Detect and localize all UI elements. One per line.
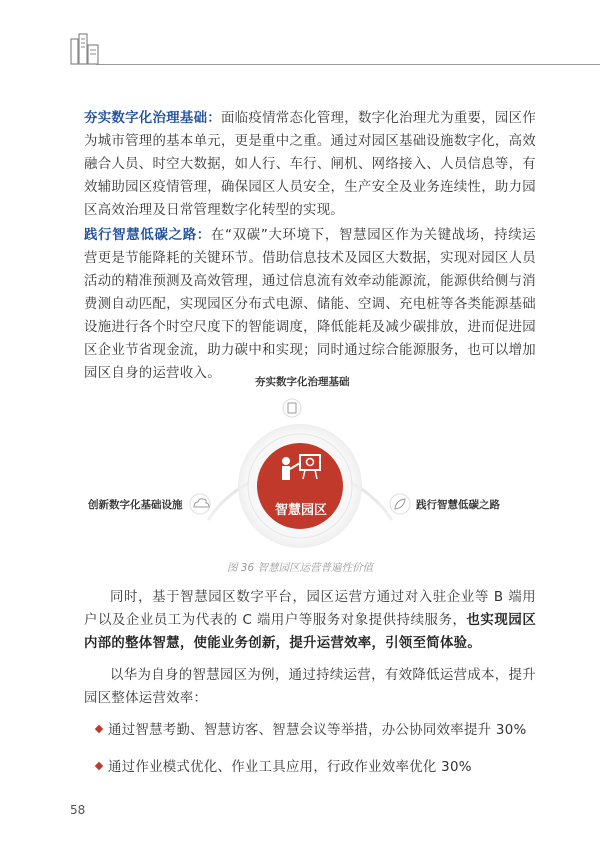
diagram-right-label: 践行智慧低碳之路 bbox=[416, 499, 500, 511]
diamond-bullet-icon bbox=[95, 762, 103, 770]
paragraph-body: 以华为自身的智慧园区为例，通过持续运营，有效降低运营成本，提升园区整体运营效率： bbox=[84, 668, 536, 706]
header-rule bbox=[96, 64, 600, 65]
paragraph-body: 面临疫情常态化管理，数字化治理尤为重要，园区作为城市管理的基本单元，更是重中之重。通过对园区基础设施数字化，高效融合人员、时空大数据，如人行、车行、闸机、网络接入、人员信息等，有效辅助园区疫情管理，确保园区人员安全，生产安全及业务连续性，助力园区高效治理及日常管理数字化转型的实现。 bbox=[84, 111, 537, 218]
building-icon bbox=[70, 33, 100, 65]
paragraph-lead: 夯实数字化治理基础： bbox=[84, 111, 221, 126]
figure-caption: 图 36 智慧园区运营普遍性价值 bbox=[226, 562, 374, 574]
paragraph-lead: 践行智慧低碳之路： bbox=[84, 228, 211, 243]
leaf-icon bbox=[390, 494, 410, 514]
bullet-text: 通过作业模式优化、作业工具应用，行政作业效率优化 30% bbox=[108, 760, 472, 775]
cloud-icon bbox=[190, 494, 210, 514]
diagram-center-label: 智慧园区 bbox=[274, 503, 327, 518]
paragraph-huawei-example bbox=[84, 664, 536, 710]
bullet-text: 通过智慧考勤、智慧访客、智慧会议等举措，办公协同效率提升 30% bbox=[108, 723, 527, 738]
document-icon bbox=[283, 399, 301, 417]
paragraph-digital-governance bbox=[84, 107, 536, 222]
paragraph-platform bbox=[84, 586, 536, 655]
paragraph-body: 在“双碳”大环境下，智慧园区作为关键战场，持续运营更是节能降耗的关键环节。借助信息技术及园区大数据，实现对园区人员活动的精准预测及高效管理，通过信息流有效牵动能源流，能源供给侧与消费测自动匹配，实现园区分布式电源、储能、空调、充电桩等各类能源基础设施进行各个时空尺度下的智能调度，降低能耗及减少碳排放，进而促进园区企业节省现金流，助力碳中和实现；同时通过综合能源服务，也可以增加园区自身的运营收入。 bbox=[84, 228, 536, 381]
diamond-bullet-icon bbox=[95, 725, 103, 733]
page-number: 58 bbox=[70, 803, 86, 817]
paragraph-body: 同时，基于智慧园区数字平台，园区运营方通过对入驻企业等 B 端用户以及企业员工为代表的 C 端用户等服务对象提供持续服务， bbox=[84, 590, 536, 628]
list-item bbox=[96, 721, 527, 741]
list-item bbox=[96, 758, 472, 778]
diagram-left-label: 创新数字化基础设施 bbox=[88, 499, 183, 511]
paragraph-bold: 也实现园区内部的整体智慧，使能业务创新，提升运营效率，引领至简体验。 bbox=[84, 613, 537, 651]
diagram-top-label: 夯实数字化治理基础 bbox=[255, 376, 350, 388]
